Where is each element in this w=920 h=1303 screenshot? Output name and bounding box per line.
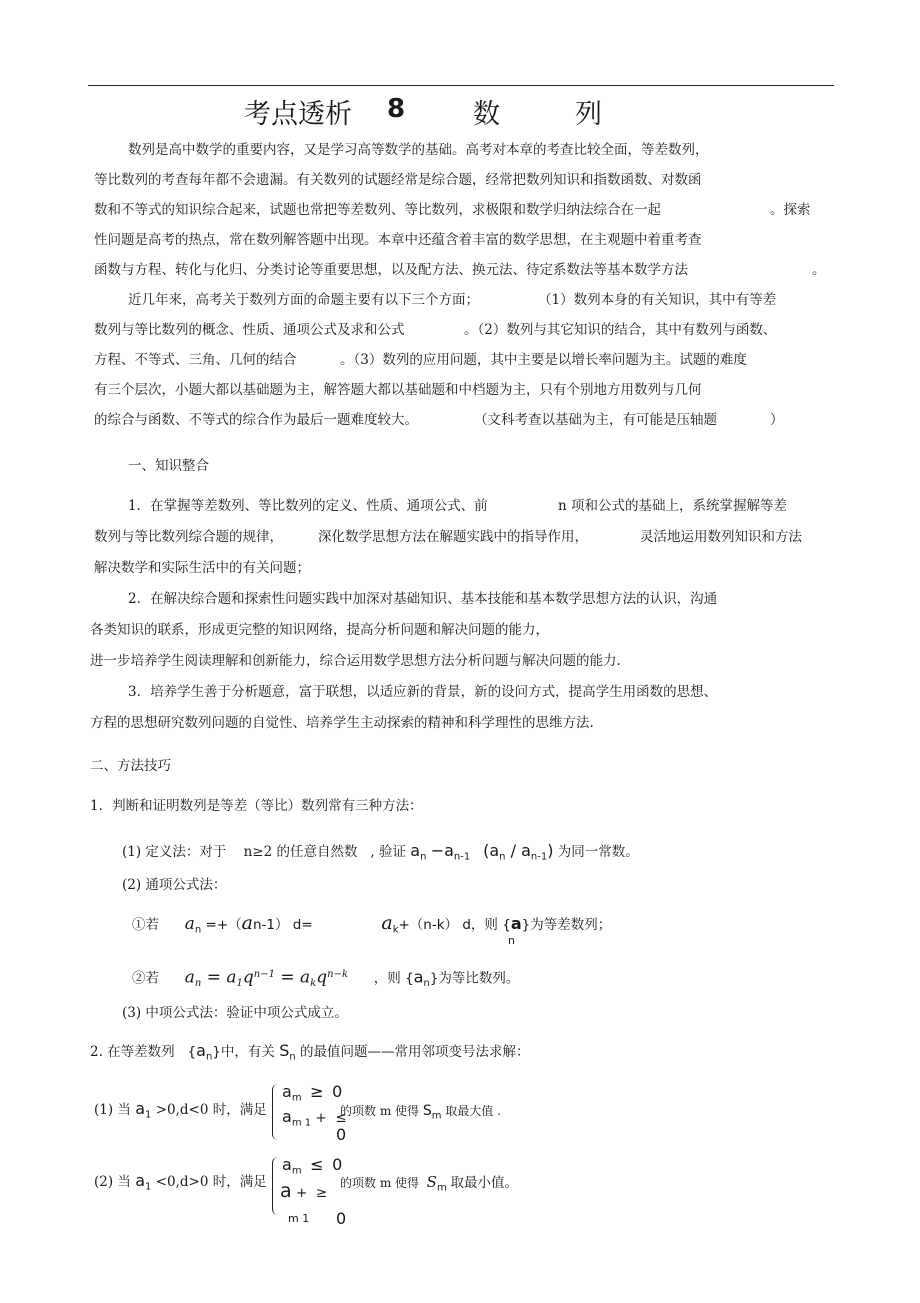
sequence-brace-open: { — [502, 917, 511, 933]
method-question-1: 1．判断和证明数列是等差（等比）数列常有三种方法： — [90, 798, 423, 814]
intro-p2-line: （1）数列本身的有关知识，其中有等差 — [538, 292, 777, 308]
knowledge-item-1-line: 深化数学思想方法在解题实践中的指导作用， — [318, 529, 588, 545]
intro-p1-line: 数列是高中数学的重要内容，又是学习高等数学的基础。高考对本章的考查比较全面，等差数列， — [128, 142, 709, 158]
knowledge-item-2-line: 各类知识的联系，形成更完整的知识网络，提高分析问题和解决问题的能力， — [90, 622, 549, 638]
method-middle-term: (3) 中项公式法：验证中项公式成立。 — [122, 1005, 348, 1021]
case-1-condition: (1) 当 $a_1 >0,d<0$ 时，满足 — [94, 1099, 267, 1121]
intro-p2-line: 有三个层次，小题大都以基础题为主，解答题大都以基础题和中档题为主，只有个别地方用数列与几何 — [94, 382, 702, 398]
knowledge-item-3-line: 方程的思想研究数列问题的自觉性、培养学生主动探索的精神和科学理性的思维方法. — [90, 715, 594, 731]
case-1-bottom-zero: 0 — [336, 1125, 347, 1144]
intro-p1-line: 函数与方程、转化与化归、分类讨论等重要思想，以及配方法、换元法、待定系数法等基本数学方法 — [94, 262, 688, 278]
intro-p2-line: 。（3）数列的应用问题，其中主要是以增长率问题为主。试题的难度 — [340, 352, 747, 368]
intro-p2-line: 近几年来，高考关于数列方面的命题主要有以下三个方面； — [128, 292, 479, 308]
system-brace — [272, 1084, 281, 1140]
intro-p2-line: （文科考查以基础为主，有可能是压轴题 — [474, 412, 717, 428]
case-2-bottom-zero: 0 — [336, 1209, 347, 1228]
method-general-term: (2) 通项公式法： — [122, 877, 227, 893]
knowledge-item-2-line: 2．在解决综合题和探索性问题实践中加深对基础知识、基本技能和基本数学思想方法的认识，沟通 — [128, 591, 718, 607]
knowledge-item-1-line: 解决数学和实际生活中的有关问题； — [94, 560, 310, 576]
intro-p1-line: 等比数列的考查每年都不会遗漏。有关数列的试题经常是综合题，经常把数列知识和指数函数、对数函 — [94, 172, 702, 188]
brace-subscript: n — [508, 934, 515, 947]
title-char-1: 数 — [473, 99, 500, 130]
intro-p1-line: 。 — [812, 262, 826, 278]
intro-p2-line: 方程、不等式、三角、几何的结合 — [94, 352, 297, 368]
case-2-result: 的项数 m 使得 $S_m$ 取最小值。 — [340, 1173, 519, 1194]
header-rule — [88, 85, 834, 86]
intro-p1-line: 性问题是高考的热点，常在数列解答题中出现。本章中还蕴含着丰富的数学思想，在主观题中着重考查 — [94, 232, 702, 248]
intro-p1-line: 。探索 — [770, 202, 811, 218]
case-1-result: 的项数 m 使得 $S_m$ 取最大值 . — [340, 1103, 501, 1122]
intro-p2-line: 的综合与函数、不等式的综合作为最后一题难度较大。 — [94, 412, 418, 428]
intro-p2-line: ） — [770, 412, 784, 428]
section-heading-knowledge: 一、知识整合 — [128, 458, 209, 474]
method-question-2: 2. 在等差数列 $\{a_n\}$中，有关 $S_n$ 的最值问题——常用邻项变号法求解： — [90, 1041, 530, 1063]
page-title — [0, 92, 920, 132]
general-term-geometric: ②若 $a_n = a_1q^{n-1} = a_kq^{n-k}$ ，则 $\{a_n\}$为等比数列。 — [132, 967, 520, 990]
case-2-bottom-inequality: a + ≥ — [280, 1180, 328, 1202]
title-number: 8 — [387, 94, 406, 124]
method-definition: (1) 定义法：对于 n≥2 的任意自然数 , 验证 $a_n -a_{n-1}$ $(a_n / a_{n-1})$ 为同一常数。 — [122, 841, 639, 863]
case-1-top-inequality: $a_m \ge 0$ — [282, 1082, 343, 1104]
general-term-arithmetic: ①若 $a_n =+(an-1)$ d= $a_k+(n-k)$ d，则 {a}为等差数列； — [132, 912, 612, 936]
knowledge-item-1-line: 1．在掌握等差数列、等比数列的定义、性质、通项公式、前 — [128, 498, 488, 514]
knowledge-item-1-line: n 项和公式的基础上，系统掌握解等差 — [558, 498, 787, 514]
title-prefix: 考点透析 — [244, 99, 352, 130]
intro-p1-line: 数和不等式的知识综合起来，试题也常把等差数列、等比数列，求极限和数学归纳法综合在一起 — [94, 202, 661, 218]
knowledge-item-3-line: 3．培养学生善于分析题意，富于联想，以适应新的背景，新的设问方式，提高学生用函数的思想、 — [128, 684, 718, 700]
knowledge-item-1-line: 灵活地运用数列知识和方法 — [640, 529, 802, 545]
case-2-condition: (2) 当 $a_1 <0,d>0$ 时，满足 — [94, 1171, 267, 1193]
case-2-bottom-subscript: m 1 — [288, 1212, 310, 1225]
sequence-brace-close: } — [521, 917, 531, 933]
case-2-top-inequality: $a_m \le 0$ — [282, 1155, 343, 1177]
intro-p2-line: 数列与等比数列的概念、性质、通项公式及求和公式 — [94, 322, 405, 338]
intro-p2-line: 。（2）数列与其它知识的结合，其中有数列与函数、 — [464, 322, 777, 338]
section-heading-methods: 二、方法技巧 — [90, 758, 171, 774]
title-char-2: 列 — [575, 99, 602, 130]
knowledge-item-1-line: 数列与等比数列综合题的规律， — [94, 529, 283, 545]
knowledge-item-2-line: 进一步培养学生阅读理解和创新能力，综合运用数学思想方法分析问题与解决问题的能力. — [90, 653, 621, 669]
case-1-bottom-inequality: $a_{m 1}$ + ≤ — [282, 1107, 347, 1129]
